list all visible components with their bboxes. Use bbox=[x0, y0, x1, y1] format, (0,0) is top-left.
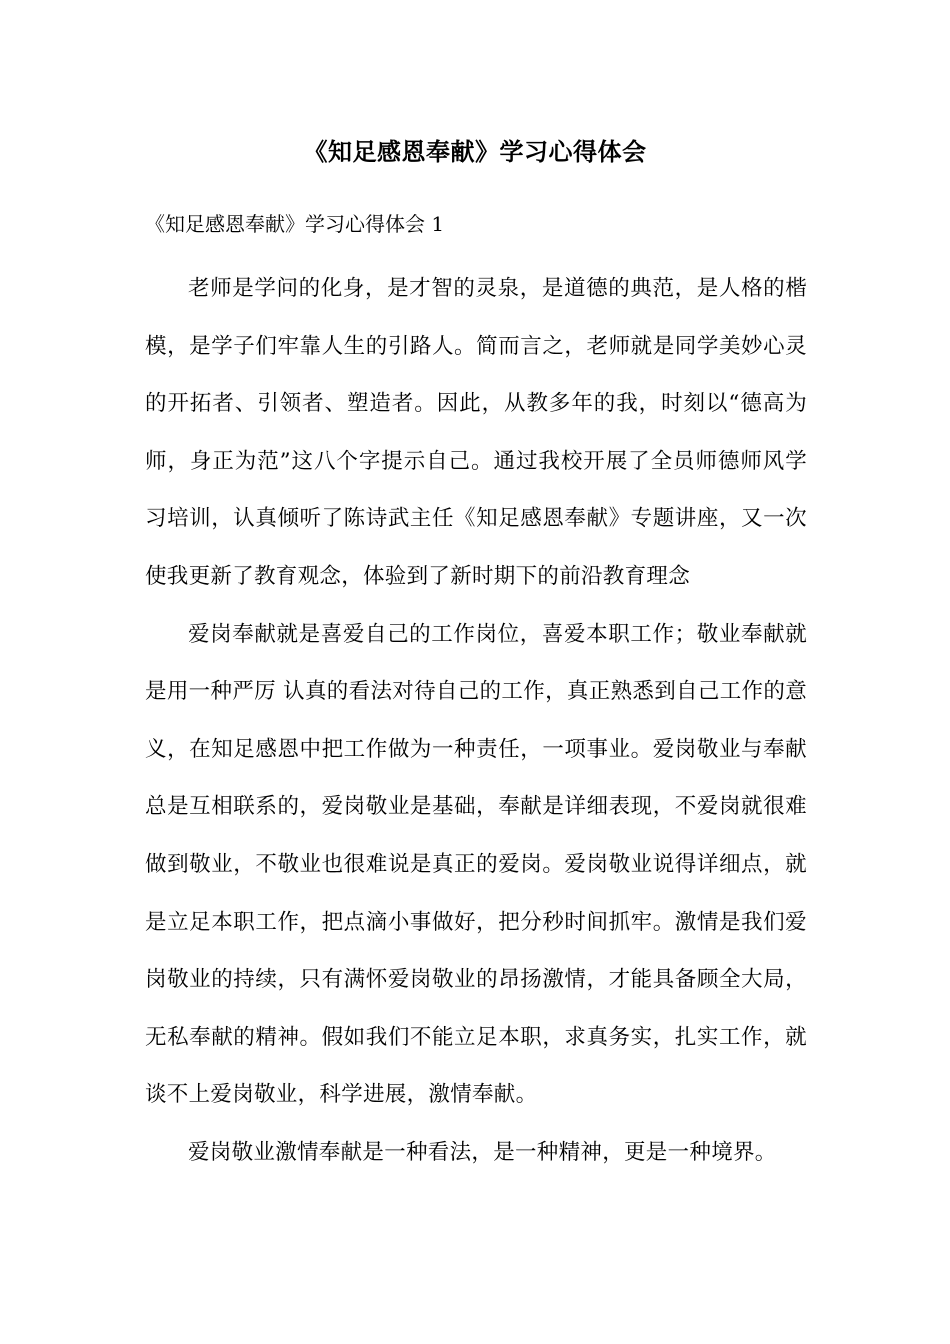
paragraph-2: 爱岗奉献就是喜爱自己的工作岗位，喜爱本职工作；敬业奉献就是用一种严厉 认真的看法对待自己的工作，真正熟悉到自己工作的意义，在知足感恩中把工作做为一种责任，一项事业。爱岗敬业与奉献总是互相联系的，爱岗敬业是基础，奉献是详细表现，不爱岗就很难做到敬业，不敬业也很难说是真正的爱岗。爱岗敬业说得详细点，就是立足本职工作，把点滴小事做好，把分秒时间抓牢。激情是我们爱岗敬业的持续，只有满怀爱岗敬业的昂扬激情，才能具备顾全大局，无私奉献的精神。假如我们不能立足本职，求真务实，扎实工作，就谈不上爱岗敬业，科学进展，激情奉献。 bbox=[145, 621, 807, 1108]
document-title: 《知足感恩奉献》学习心得体会 bbox=[303, 137, 647, 166]
document-subtitle: 《知足感恩奉献》学习心得体会 1 bbox=[145, 212, 445, 236]
document-body bbox=[145, 260, 807, 1182]
paragraph-3: 爱岗敬业激情奉献是一种看法，是一种精神，更是一种境界。 bbox=[188, 1139, 777, 1165]
paragraph-1: 老师是学问的化身，是才智的灵泉，是道德的典范，是人格的楷模，是学子们牢靠人生的引路人。简而言之，老师就是同学美妙心灵的开拓者、引领者、塑造者。因此，从教多年的我，时刻以“德高为师，身正为范”这八个字提示自己。通过我校开展了全员师德师风学习培训，认真倾听了陈诗武主任《知足感恩奉献》专题讲座，又一次使我更新了教育观念，体验到了新时期下的前沿教育理念 bbox=[145, 276, 807, 589]
